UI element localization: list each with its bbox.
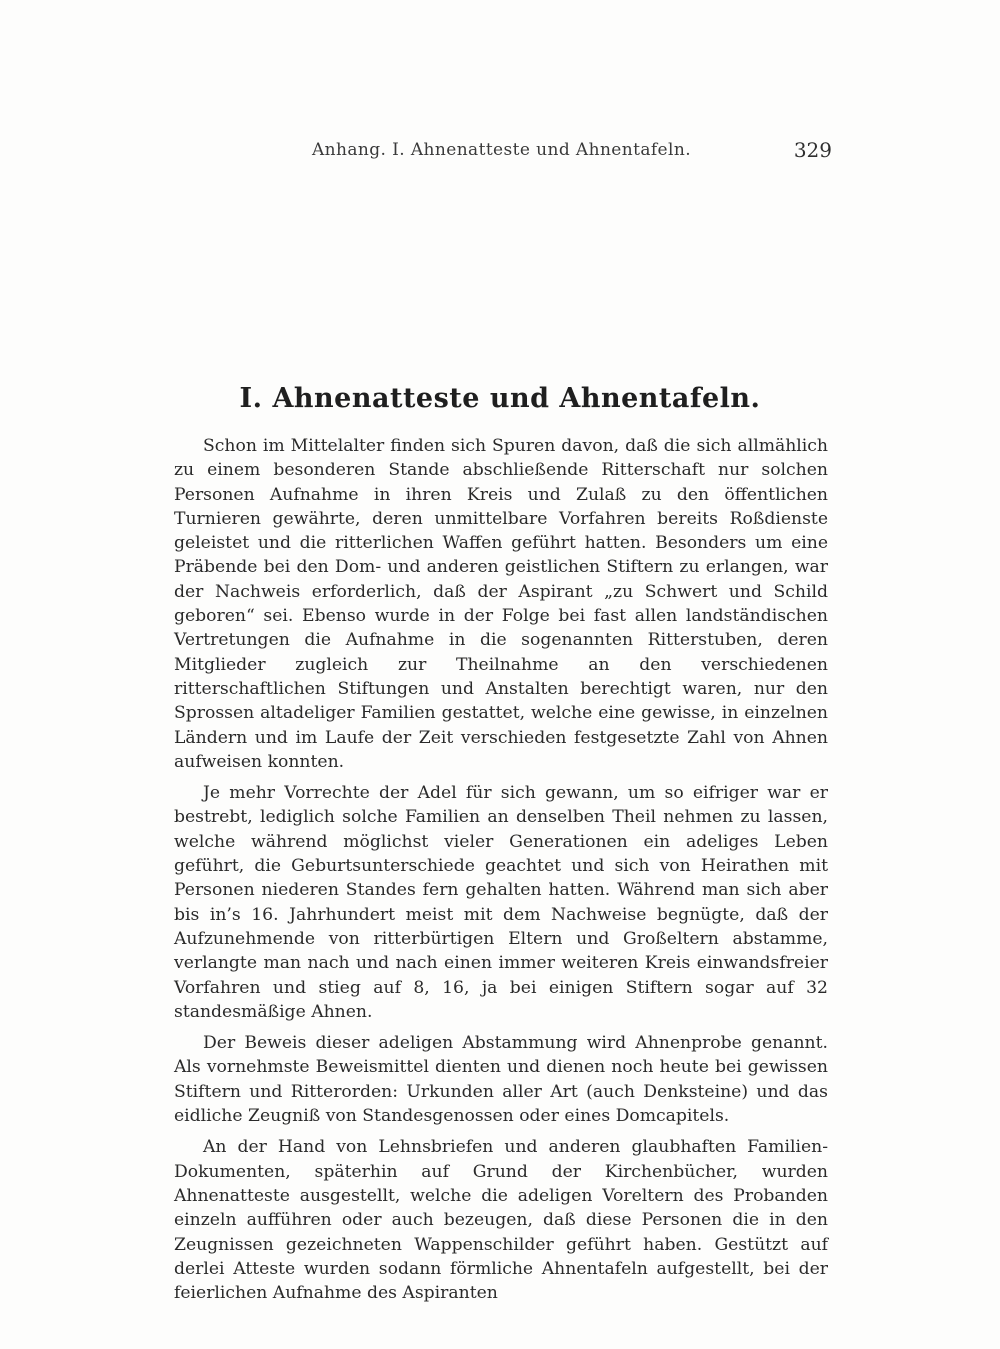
running-title: Anhang. I. Ahnenatteste und Ahnentafeln. [312,140,692,160]
paragraph-3: Der Beweis dieser adeligen Abstammung wird Ahnenprobe genannt. Als vornehmste Beweismittel dienten und dienen noch heute bei gewissen Stiftern und Ritterorden: Urkunden aller Art (auch Denksteine) und das eidliche Zeugniß von Standesgenossen oder eines Domcapitels. [174,1033,828,1127]
body-text [174,434,828,1305]
paragraph-4: An der Hand von Lehnsbriefen und anderen glaubhaften Familien-Dokumenten, späterhin auf Grund der Kirchenbücher, wurden Ahnenatteste ausgestellt, welche die adeligen Voreltern des Probanden einzeln aufführen oder auch bezeugen, daß diese Personen die in den Zeugnissen gezeichneten Wappenschilder geführt haben. Gestützt auf derlei Atteste wurden sodann förmliche Ahnentafeln aufgestellt, bei der feierlichen Aufnahme des Aspiranten [174,1137,828,1304]
section-heading: I. Ahnenatteste und Ahnentafeln. [239,383,761,414]
page-number: 329 [793,138,832,162]
paragraph-2: Je mehr Vorrechte der Adel für sich gewann, um so eifriger war er bestrebt, lediglich solche Familien an denselben Theil nehmen zu lassen, welche während möglichst vieler Generationen ein adeliges Leben geführt, die Geburtsunterschiede geachtet und sich von Heirathen mit Personen niederen Standes fern gehalten hatten. Während man sich aber bis in’s 16. Jahrhundert meist mit dem Nachweise begnügte, daß der Aufzunehmende von ritterbürtigen Eltern und Großeltern abstamme, verlangte man nach und nach einen immer weiteren Kreis einwandsfreier Vorfahren und stieg auf 8, 16, ja bei einigen Stiftern sogar auf 32 standesmäßige Ahnen. [174,783,828,1022]
running-header [172,140,832,170]
paragraph-1: Schon im Mittelalter finden sich Spuren davon, daß die sich allmählich zu einem besonderen Stande abschließende Ritterschaft nur solchen Personen Aufnahme in ihren Kreis und Zulaß zu den öffentlichen Turnieren gewährte, deren unmittelbare Vorfahren bereits Roßdienste geleistet und die ritterlichen Waffen geführt hatten. Besonders um eine Präbende bei den Dom- und anderen geistlichen Stiftern zu erlangen, war der Nachweis erforderlich, daß der Aspirant „zu Schwert und Schild geboren“ sei. Ebenso wurde in der Folge bei fast allen landständischen Vertretungen die Aufnahme in die sogenannten Ritterstuben, deren Mitglieder zugleich zur Theilnahme an den verschiedenen ritterschaftlichen Stiftungen und Anstalten berechtigt waren, nur den Sprossen altadeliger Familien gestattet, welche eine gewisse, in einzelnen Ländern und im Laufe der Zeit verschieden festgesetzte Zahl von Ahnen aufweisen konnten. [174,436,828,772]
